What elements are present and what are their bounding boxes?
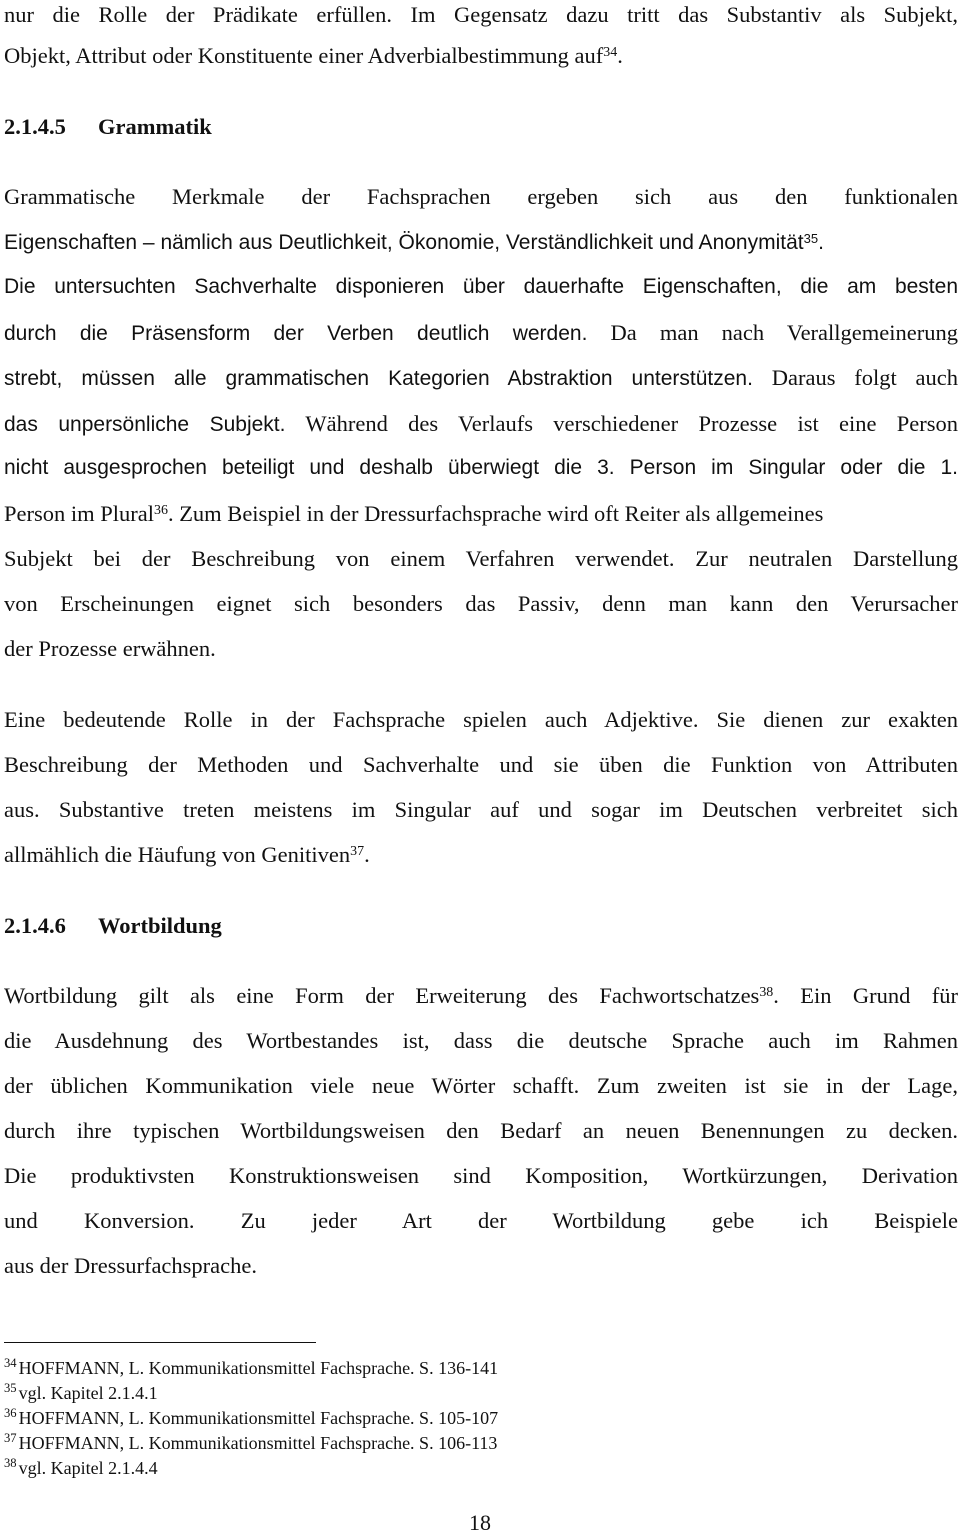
footnote-number: 38 [4, 1456, 17, 1471]
text-run: der üblichen Kommunikation viele neue Wörter schafft. Zum zweiten ist sie in der Lage, [4, 1073, 958, 1098]
footnote-ref[interactable]: 35 [803, 230, 819, 246]
footnote [4, 1357, 704, 1379]
body-line [4, 363, 958, 394]
body-line [4, 1161, 958, 1191]
text-run: Die untersuchten Sachverhalte disponieren über dauerhafte Eigenschaften, die am besten [4, 275, 958, 298]
body-line [4, 1116, 958, 1146]
text-run: Eigenschaften – nämlich aus Deutlichkeit, Ökonomie, Verständlichkeit und Anonymität [4, 231, 804, 254]
body-line [4, 1251, 958, 1281]
text-run: . [364, 842, 370, 867]
body-line [4, 1071, 958, 1101]
body-line [4, 1206, 958, 1236]
text-run: Da man nach Verallgemeinerung [610, 320, 958, 345]
text-run: der Prozesse erwähnen. [4, 636, 216, 661]
text-run: das unpersönliche Subjekt. [4, 413, 286, 436]
body-line [4, 453, 958, 483]
body-line [4, 981, 958, 1011]
text-run: Daraus folgt auch [771, 365, 958, 390]
footnote-separator [4, 1342, 316, 1343]
text-run: Die produktivsten Konstruktionsweisen sind Komposition, Wortkürzungen, Derivation [4, 1163, 958, 1188]
footnote-text: HOFFMANN, L. Kommunikationsmittel Fachsprache. S. 136-141 [18, 1358, 499, 1378]
footnote [4, 1382, 704, 1404]
body-line [4, 318, 958, 349]
body-line [4, 1026, 958, 1056]
footnote-ref[interactable]: 38 [759, 985, 774, 1001]
text-run: und Konversion. Zu jeder Art der Wortbildung gebe ich Beispiele [4, 1208, 958, 1233]
text-run: die Ausdehnung des Wortbestandes ist, dass die deutsche Sprache auch im Rahmen [4, 1028, 958, 1053]
body-line [4, 182, 958, 212]
text-run: nicht ausgesprochen beteiligt und deshalb überwiegt die 3. Person im Singular oder die 1. [4, 456, 958, 479]
body-line [4, 795, 958, 825]
body-line [4, 228, 958, 258]
text-run: durch die Präsensform der Verben deutlich werden. [4, 322, 588, 345]
text-run: aus. Substantive treten meistens im Singular auf und sogar im Deutschen verbreitet sich [4, 797, 958, 822]
text-run: nur die Rolle der Prädikate erfüllen. Im Gegensatz dazu tritt das Substantiv als Subjekt, [4, 2, 958, 27]
text-run: . Ein Grund für [773, 983, 958, 1008]
footnote-number: 35 [4, 1381, 17, 1396]
text-run: Objekt, Attribut oder Konstituente einer Adverbialbestimmung auf [4, 43, 604, 68]
text-run: durch ihre typischen Wortbildungsweisen den Bedarf an neuen Benennungen zu decken. [4, 1118, 958, 1143]
text-run: Subjekt bei der Beschreibung von einem Verfahren verwendet. Zur neutralen Darstellung [4, 546, 958, 571]
text-run: Grammatische Merkmale der Fachsprachen ergeben sich aus den funktionalen [4, 184, 958, 209]
body-line [4, 0, 958, 30]
section-title: Grammatik [98, 114, 212, 139]
body-line [4, 409, 958, 440]
body-line [4, 41, 958, 71]
page-number: 18 [469, 1510, 491, 1535]
body-line [4, 634, 958, 664]
footnote-text: HOFFMANN, L. Kommunikationsmittel Fachsprache. S. 105-107 [18, 1408, 499, 1428]
body-line [4, 705, 958, 735]
section-number: 2.1.4.5 [4, 114, 66, 139]
text-run: . [818, 231, 824, 254]
footnote [4, 1407, 704, 1429]
footnote [4, 1457, 704, 1479]
body-line [4, 750, 958, 780]
footnote-ref[interactable]: 34 [603, 45, 618, 61]
footnote-ref[interactable]: 36 [154, 503, 168, 519]
text-run: von Erscheinungen eignet sich besonders das Passiv, denn man kann den Verursacher [4, 591, 958, 616]
footnote-text: vgl. Kapitel 2.1.4.4 [18, 1458, 158, 1478]
section-heading-grammatik [4, 112, 958, 142]
text-run: . Zum Beispiel in der Dressurfachsprache wird oft Reiter als allgemeines [167, 501, 824, 526]
body-line [4, 499, 958, 529]
text-run: Person im Plural [4, 501, 154, 526]
text-run: strebt, müssen alle grammatischen Kategorien Abstraktion unterstützen. [4, 367, 753, 390]
footnote-ref[interactable]: 37 [350, 844, 365, 860]
text-run: Während des Verlaufs verschiedener Prozesse ist eine Person [305, 411, 958, 436]
section-heading-wortbildung [4, 911, 958, 941]
body-line [4, 544, 958, 574]
text-run: allmählich die Häufung von Genitiven [4, 842, 351, 867]
footnote-number: 36 [4, 1406, 17, 1421]
footnote-number: 34 [4, 1356, 17, 1371]
text-run: . [617, 43, 623, 68]
body-line [4, 272, 958, 302]
text-run: aus der Dressurfachsprache. [4, 1253, 258, 1278]
footnote-text: HOFFMANN, L. Kommunikationsmittel Fachsprache. S. 106-113 [18, 1433, 498, 1453]
footnote-text: vgl. Kapitel 2.1.4.1 [18, 1383, 158, 1403]
footnote-number: 37 [4, 1431, 17, 1446]
text-run: Beschreibung der Methoden und Sachverhalte und sie üben die Funktion von Attributen [4, 752, 958, 777]
section-title: Wortbildung [98, 913, 222, 938]
body-line [4, 840, 958, 870]
section-number: 2.1.4.6 [4, 913, 66, 938]
body-line [4, 589, 958, 619]
text-run: Wortbildung gilt als eine Form der Erweiterung des Fachwortschatzes [4, 983, 760, 1008]
text-run: Eine bedeutende Rolle in der Fachsprache spielen auch Adjektive. Sie dienen zur exakten [4, 707, 958, 732]
footnote [4, 1432, 704, 1454]
